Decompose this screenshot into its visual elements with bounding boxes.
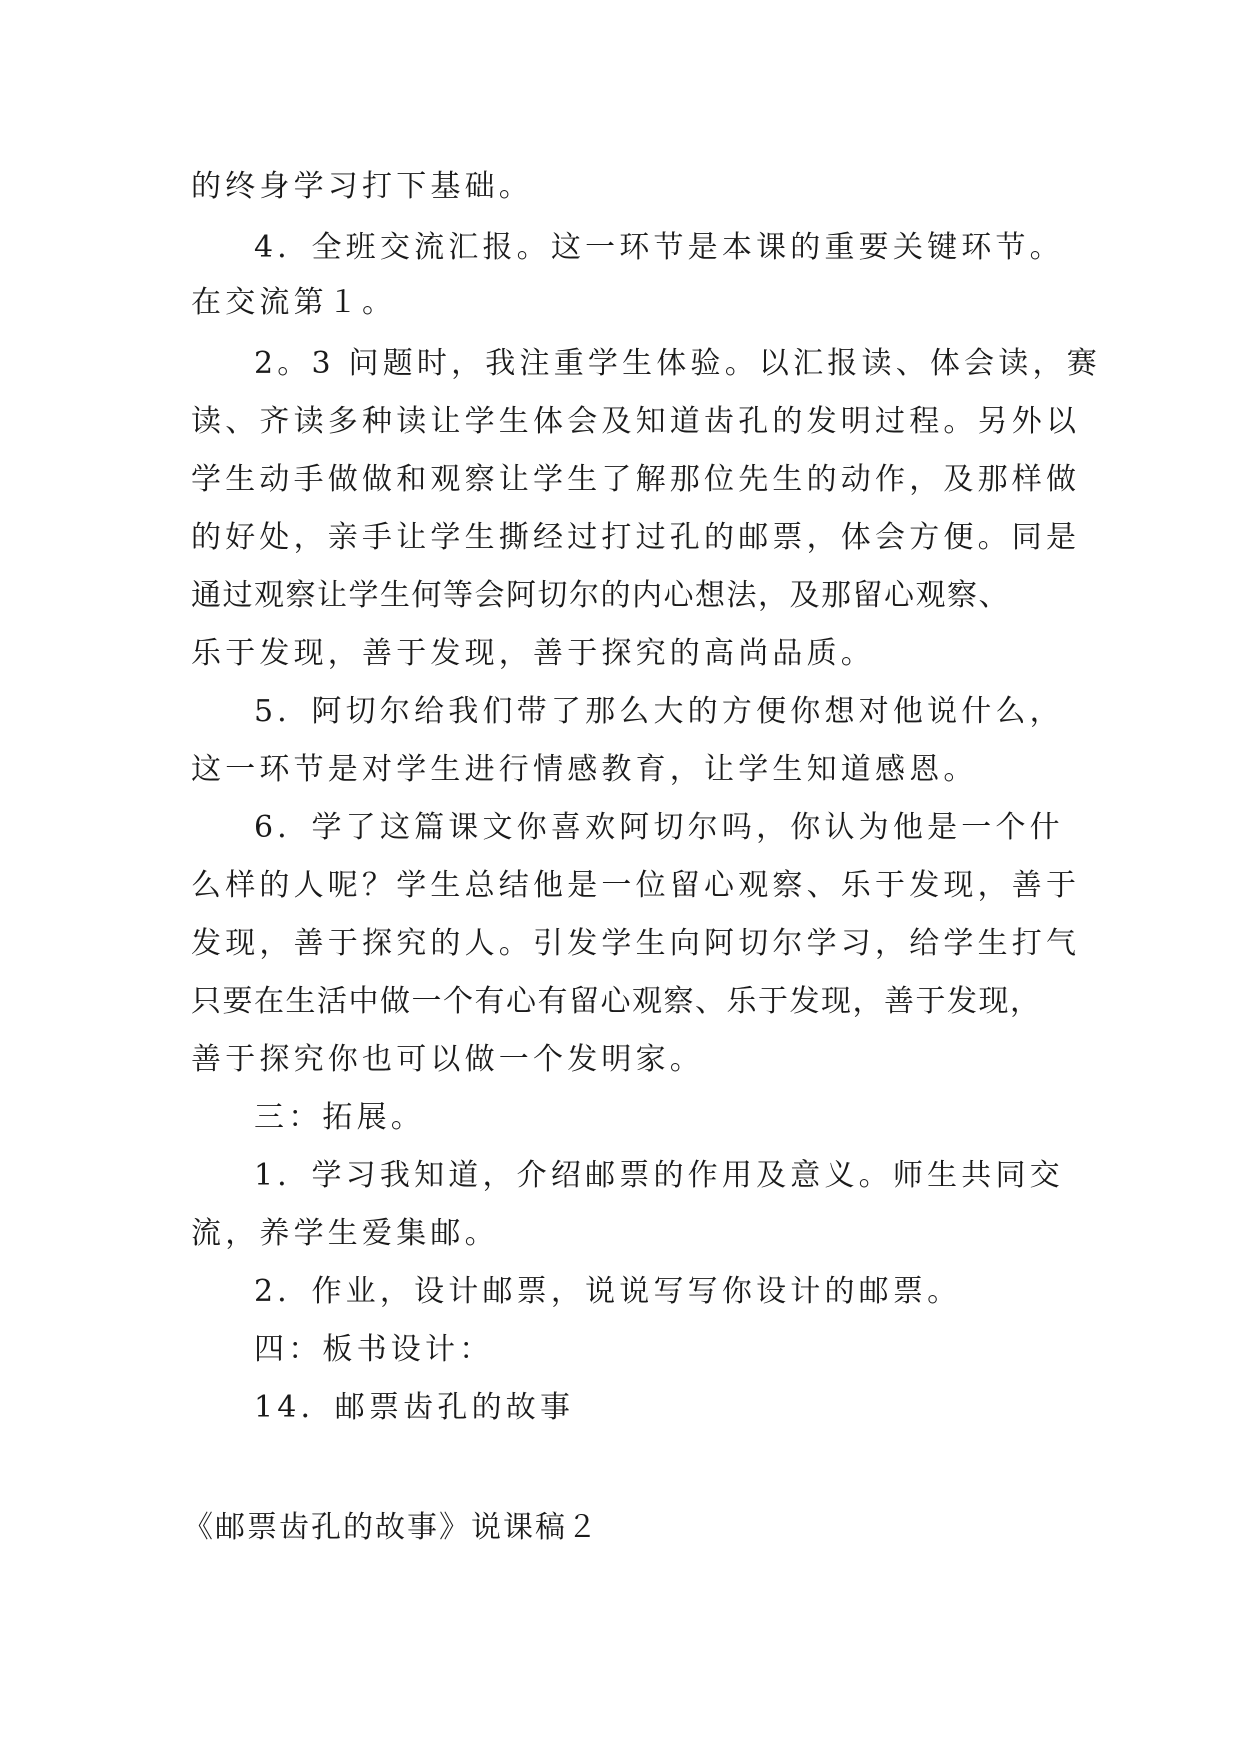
text-line-5: 读、齐读多种读让学生体会及知道齿孔的发明过程。另外以	[191, 404, 1081, 439]
text-line-15: 只要在生活中做一个有心有留心观察、乐于发现，善于发现，	[191, 984, 1042, 1019]
text-line-2: 4．全班交流汇报。这一环节是本课的重要关键环节。	[254, 230, 1064, 265]
text-line-10: 5．阿切尔给我们带了那么大的方便你想对他说什么，	[254, 694, 1064, 729]
text-line-19: 流，养学生爱集邮。	[191, 1216, 499, 1251]
text-line-11: 这一环节是对学生进行情感教育，让学生知道感恩。	[191, 752, 978, 787]
text-line-14: 发现，善于探究的人。引发学生向阿切尔学习，给学生打气	[191, 926, 1081, 961]
text-line-8: 通过观察让学生何等会阿切尔的内心想法，及那留心观察、	[191, 578, 1010, 613]
text-line-20: 2．作业，设计邮票，说说写写你设计的邮票。	[254, 1274, 962, 1309]
section-heading-board-design: 四：板书设计：	[254, 1332, 494, 1367]
text-line-16: 善于探究你也可以做一个发明家。	[191, 1042, 704, 1077]
text-line-13: 么样的人呢？学生总结他是一位留心观察、乐于发现，善于	[191, 868, 1081, 903]
board-design-title: 14．邮票齿孔的故事	[254, 1390, 575, 1425]
text-line-1: 的终身学习打下基础。	[191, 169, 533, 204]
text-line-3: 在交流第１。	[191, 285, 397, 320]
text-line-6: 学生动手做做和观察让学生了解那位先生的动作，及那样做	[191, 462, 1081, 497]
text-line-18: 1．学习我知道，介绍邮票的作用及意义。师生共同交	[254, 1158, 1064, 1193]
text-line-4: 2。3 问题时，我注重学生体验。以汇报读、体会读，赛	[254, 346, 1101, 381]
text-line-12: 6．学了这篇课文你喜欢阿切尔吗，你认为他是一个什	[254, 810, 1064, 845]
text-line-7: 的好处，亲手让学生撕经过打过孔的邮票，体会方便。同是	[191, 520, 1081, 555]
next-section-title: 《邮票齿孔的故事》说课稿２	[183, 1510, 599, 1545]
text-line-9: 乐于发现，善于发现，善于探究的高尚品质。	[191, 636, 875, 671]
section-heading-extension: 三：拓展。	[254, 1100, 425, 1135]
